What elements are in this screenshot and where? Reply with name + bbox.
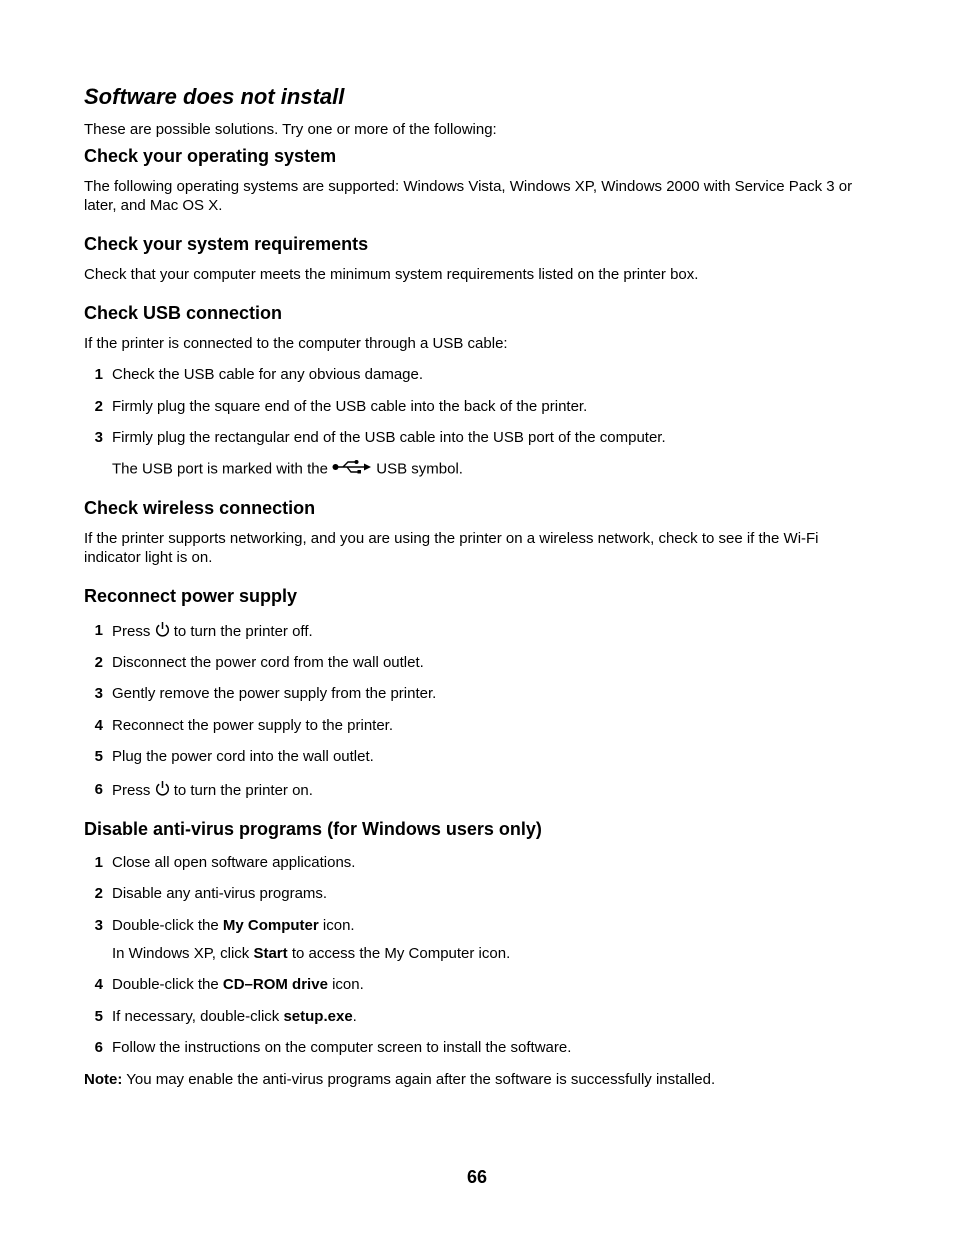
power-step-1: [84, 621, 313, 643]
power-step-6: [84, 780, 313, 802]
step-number: 6: [94, 781, 103, 798]
step-number: 3: [94, 917, 103, 934]
step-text-bold: My Computer: [222, 917, 319, 934]
step-text: Firmly plug the rectangular end of the USB cable into the USB port of the computer.: [112, 429, 666, 446]
usb-note-after: USB symbol.: [376, 460, 463, 478]
step-text-after: icon.: [322, 917, 355, 934]
os-heading: Check your operating system: [84, 146, 337, 166]
antivirus-step-4: [84, 975, 364, 994]
step-text-after: to turn the printer on.: [173, 781, 313, 799]
note-text: You may enable the anti-virus programs again after the software is successfully installed.: [126, 1071, 716, 1088]
step-number: 3: [94, 429, 103, 446]
antivirus-step-2: [84, 884, 327, 903]
page-title: Software does not install: [84, 84, 345, 109]
step-text: [112, 621, 313, 643]
power-icon: [155, 621, 170, 643]
page-number: 66: [466, 1167, 488, 1187]
step-number: 1: [94, 854, 103, 871]
sub-text-bold: Start: [253, 945, 288, 962]
step-text-after: to turn the printer off.: [173, 622, 313, 640]
step-text-before: Press: [112, 622, 151, 640]
sub-text-before: In Windows XP, click: [112, 945, 250, 962]
step-text: Follow the instructions on the computer screen to install the software.: [112, 1039, 572, 1056]
usb-icon: [332, 459, 372, 480]
step-number: 1: [94, 366, 103, 383]
usb-step-1: [84, 365, 423, 384]
power-icon: [155, 780, 170, 802]
antivirus-step-5: [84, 1007, 357, 1026]
step-number: 1: [94, 622, 103, 639]
req-heading: Check your system requirements: [84, 234, 369, 254]
step-text: Check the USB cable for any obvious damage.: [112, 366, 424, 383]
os-body: The following operating systems are supported: Windows Vista, Windows XP, Windows 2000 with Service Pack 3 or later, and Mac OS X.: [84, 178, 853, 214]
power-step-3: [84, 684, 436, 703]
step-number: 2: [94, 398, 103, 415]
note: [84, 1070, 874, 1089]
step-text: Gently remove the power supply from the printer.: [112, 685, 437, 702]
power-step-4: [84, 716, 393, 735]
power-step-2: [84, 653, 424, 672]
step-text: Firmly plug the square end of the USB cable into the back of the printer.: [112, 398, 588, 415]
note-label: Note:: [84, 1071, 123, 1088]
step-text-before: Double-click the: [112, 917, 219, 934]
step-text: Reconnect the power supply to the printer.: [112, 717, 394, 734]
step-text: [112, 916, 355, 935]
step-text: Disconnect the power cord from the wall outlet.: [112, 654, 424, 671]
step-text: Disable any anti-virus programs.: [112, 885, 328, 902]
step-number: 5: [94, 1008, 103, 1025]
step-text: [112, 780, 313, 802]
step-text: Plug the power cord into the wall outlet.: [112, 748, 374, 765]
step-number: 4: [94, 717, 103, 734]
step-text-after: .: [352, 1008, 357, 1025]
step-text: Close all open software applications.: [112, 854, 356, 871]
step-text: [112, 975, 364, 994]
step-number: 4: [94, 976, 103, 993]
usb-step-3: [84, 428, 666, 447]
step-text-bold: CD–ROM drive: [222, 976, 328, 993]
step-text-after: icon.: [332, 976, 364, 993]
step-number: 5: [94, 748, 103, 765]
usb-heading: Check USB connection: [84, 303, 283, 323]
step-number: 2: [94, 654, 103, 671]
usb-body: If the printer is connected to the computer through a USB cable:: [84, 335, 508, 352]
wireless-body: If the printer supports networking, and you are using the printer on a wireless network, check to see if the Wi-Fi indicator light is on.: [84, 530, 819, 566]
usb-note-before: The USB port is marked with the: [112, 460, 328, 478]
step-text: [112, 1007, 357, 1026]
power-heading: Reconnect power supply: [84, 586, 298, 606]
step-text-before: If necessary, double-click: [112, 1008, 280, 1025]
antivirus-step-1: [84, 853, 355, 872]
antivirus-step-3-sub: [112, 944, 510, 963]
power-step-5: [84, 747, 374, 766]
req-body: Check that your computer meets the minimum system requirements listed on the printer box.: [84, 266, 699, 283]
wireless-heading: Check wireless connection: [84, 498, 316, 518]
antivirus-heading: Disable anti-virus programs (for Windows users only): [84, 819, 542, 839]
sub-text-after: to access the My Computer icon.: [291, 945, 511, 962]
antivirus-step-3: [84, 916, 355, 935]
antivirus-step-6: [84, 1038, 571, 1057]
step-text-before: Double-click the: [112, 976, 219, 993]
step-number: 3: [94, 685, 103, 702]
step-text-before: Press: [112, 781, 151, 799]
step-number: 2: [94, 885, 103, 902]
step-number: 6: [94, 1039, 103, 1056]
usb-step-2: [84, 397, 587, 416]
step-text-bold: setup.exe: [283, 1008, 353, 1025]
usb-symbol-note: [112, 459, 463, 480]
intro-text: These are possible solutions. Try one or more of the following:: [84, 121, 497, 138]
